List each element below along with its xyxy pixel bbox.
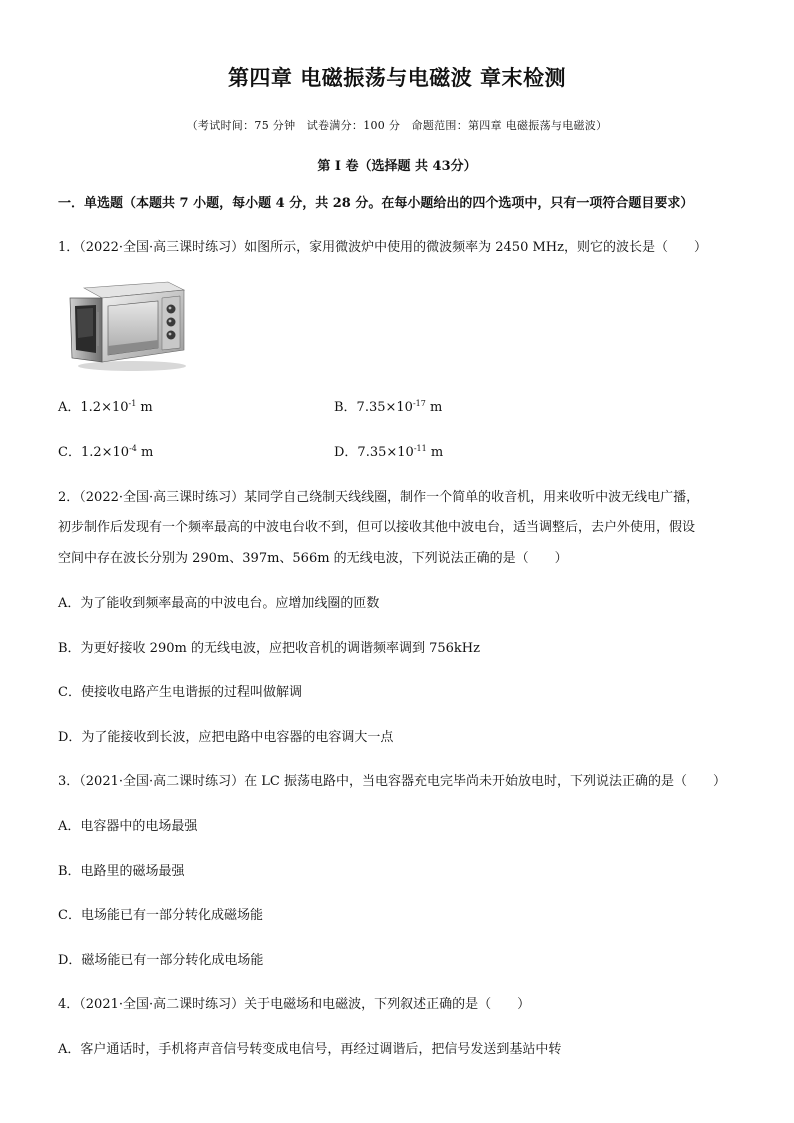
option-a-exponent: -1 xyxy=(128,399,137,408)
question-1-option-c[interactable] xyxy=(58,441,153,460)
question-2-option-d[interactable]: D．为了能接收到长波，应把电路中电容器的电容调大一点 xyxy=(58,730,394,745)
option-c-base: C．1.2×10 xyxy=(58,445,130,460)
question-2-option-c[interactable]: C．使接收电路产生电谐振的过程叫做解调 xyxy=(58,685,302,700)
question-1-option-a[interactable] xyxy=(58,396,153,415)
option-a-unit: m xyxy=(136,400,153,415)
question-4-stem: 4．（2021·全国·高二课时练习）关于电磁场和电磁波，下列叙述正确的是（ ） xyxy=(58,997,531,1012)
question-4-option-a[interactable]: A．客户通话时，手机将声音信号转变成电信号，再经过调谐后，把信号发送到基站中转 xyxy=(58,1042,562,1057)
microwave-oven-image xyxy=(66,276,190,372)
question-1-option-b[interactable] xyxy=(334,396,442,415)
question-1-stem: 1．（2022·全国·高三课时练习）如图所示，家用微波炉中使用的微波频率为 2450 MHz，则它的波长是（ ） xyxy=(58,240,707,255)
question-3-option-c[interactable]: C．电场能已有一部分转化成磁场能 xyxy=(58,908,263,923)
single-choice-header: 一．单选题（本题共 7 小题，每小题 4 分，共 28 分。在每小题给出的四个选项中，只有一项符合题目要求） xyxy=(58,196,694,211)
exam-info: （考试时间：75 分钟 试卷满分：100 分 命题范围：第四章 电磁振荡与电磁波） xyxy=(186,119,608,132)
option-d-exponent: -11 xyxy=(413,444,427,453)
question-1-option-d[interactable] xyxy=(334,441,443,460)
question-2-stem-line-2: 初步制作后发现有一个频率最高的中波电台收不到，但可以接收其他中波电台，适当调整后，去户外使用，假设 xyxy=(58,520,696,535)
section-header: 第 I 卷（选择题 共 43分） xyxy=(317,159,477,174)
option-d-unit: m xyxy=(426,445,444,460)
question-3-option-a[interactable]: A．电容器中的电场最强 xyxy=(58,819,198,834)
option-c-unit: m xyxy=(136,445,154,460)
question-3-stem: 3．（2021·全国·高二课时练习）在 LC 振荡电路中，当电容器充电完毕尚未开始放电时，下列说法正确的是（ ） xyxy=(58,774,726,789)
question-2-stem-line-1: 2．（2022·全国·高三课时练习）某同学自己绕制天线线圈，制作一个简单的收音机，用来收听中波无线电广播， xyxy=(58,490,700,505)
option-b-unit: m xyxy=(425,400,443,415)
question-3-option-d[interactable]: D．磁场能已有一部分转化成电场能 xyxy=(58,953,264,968)
question-2-option-a[interactable]: A．为了能收到频率最高的中波电台。应增加线圈的匝数 xyxy=(58,596,380,611)
option-d-base: D．7.35×10 xyxy=(334,445,414,460)
question-2-stem-line-3: 空间中存在波长分别为 290m、397m、566m 的无线电波，下列说法正确的是（ ） xyxy=(58,551,568,566)
page-title: 第四章 电磁振荡与电磁波 章末检测 xyxy=(227,66,567,90)
question-2-option-b[interactable]: B．为更好接收 290m 的无线电波，应把收音机的调谐频率调到 756kHz xyxy=(58,641,480,656)
option-c-exponent: -4 xyxy=(129,444,137,453)
option-b-base: B．7.35×10 xyxy=(334,400,413,415)
question-3-option-b[interactable]: B．电路里的磁场最强 xyxy=(58,864,185,879)
option-a-base: A．1.2×10 xyxy=(58,400,129,415)
option-b-exponent: -17 xyxy=(412,399,426,408)
